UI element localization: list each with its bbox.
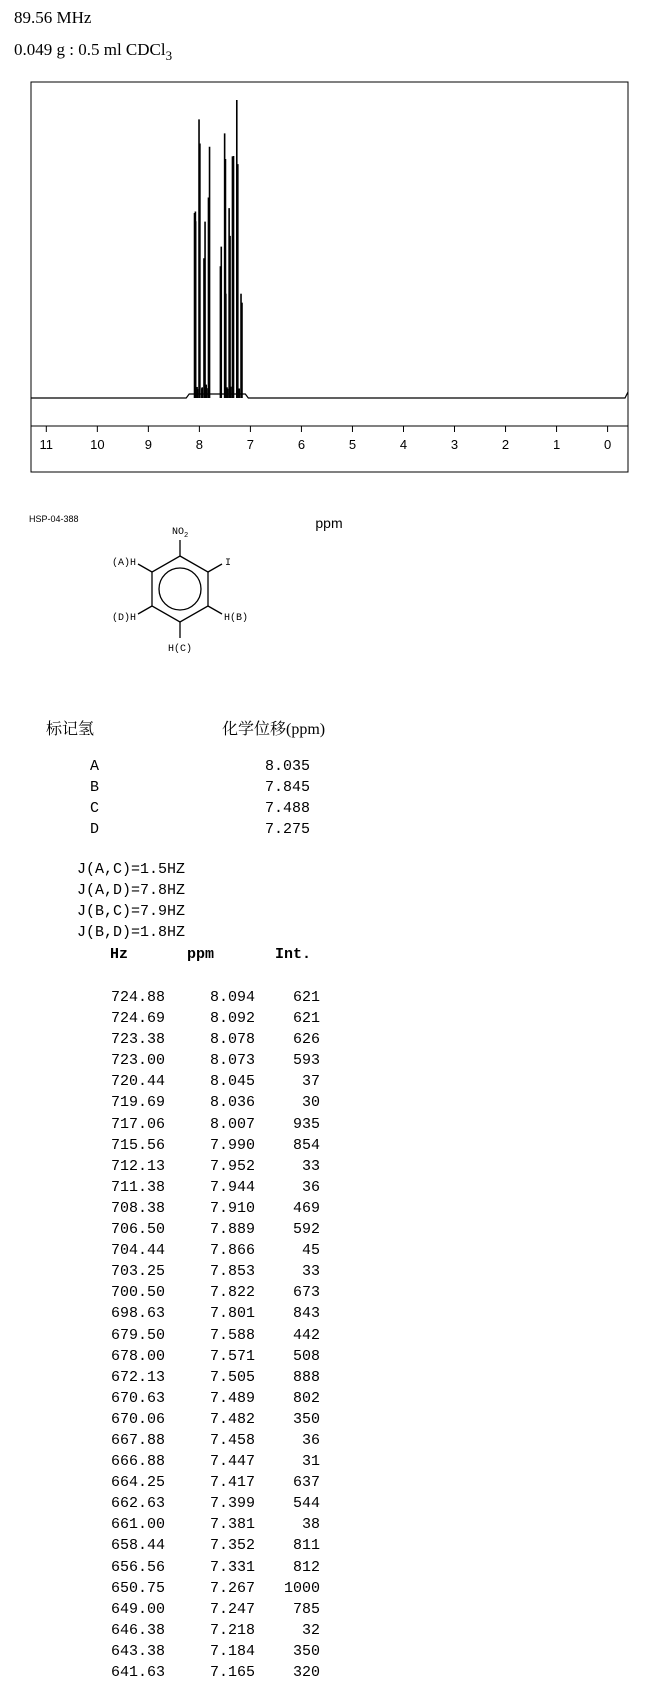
peak-intensity: 469: [292, 1199, 320, 1217]
peak-hz: 646.38: [110, 1621, 165, 1639]
peak-row: [80, 1411, 330, 1432]
peak-ppm: 7.458: [209, 1431, 255, 1449]
peak-row: [80, 1158, 330, 1179]
peak-ppm: 7.417: [209, 1474, 255, 1492]
peak-hz: 672.13: [110, 1368, 165, 1386]
peak-hz: 650.75: [110, 1579, 165, 1597]
peak-ppm: 7.853: [209, 1263, 255, 1281]
x-tick-label: 0: [603, 437, 612, 452]
peak-intensity: 45: [301, 1242, 320, 1260]
peak-intensity: 935: [292, 1115, 320, 1133]
peak-intensity: 442: [292, 1326, 320, 1344]
plot-frame: [31, 82, 628, 472]
peak-ppm: 7.331: [209, 1558, 255, 1576]
peak-lines: [195, 100, 242, 398]
peak-row: [80, 1537, 330, 1558]
peak-row: [80, 1327, 330, 1348]
peak-intensity: 30: [301, 1094, 320, 1112]
x-tick-label: 1: [552, 437, 561, 452]
sample-description: 0.049 g : 0.5 ml CDCl$_3$: [14, 40, 173, 63]
peak-row: [80, 1031, 330, 1052]
peak-ppm: 7.801: [209, 1305, 255, 1323]
header-hz: Hz: [110, 946, 129, 963]
label-iodine: I: [225, 558, 232, 569]
peak-row: [80, 1052, 330, 1073]
peak-intensity: 843: [292, 1305, 320, 1323]
peak-intensity: 802: [292, 1389, 320, 1407]
peak-intensity: 785: [292, 1600, 320, 1618]
peak-hz: 717.06: [110, 1115, 165, 1133]
peak-row: [80, 1094, 330, 1115]
peak-intensity: 888: [292, 1368, 320, 1386]
assignment-col-label: 标记氢: [46, 721, 95, 738]
peak-ppm: 7.505: [209, 1368, 255, 1386]
peak-intensity: 673: [292, 1284, 320, 1302]
peak-ppm: 7.910: [209, 1199, 255, 1217]
peak-ppm: 7.399: [209, 1495, 255, 1513]
peak-ppm: 7.352: [209, 1537, 255, 1555]
peak-ppm: 8.007: [209, 1115, 255, 1133]
peak-hz: 670.06: [110, 1410, 165, 1428]
peak-row: [80, 1622, 330, 1643]
peak-hz: 698.63: [110, 1305, 165, 1323]
x-tick-label: 4: [399, 437, 408, 452]
label-hd: (D)H: [111, 613, 136, 624]
peak-hz: 666.88: [110, 1453, 165, 1471]
peak-intensity: 508: [292, 1347, 320, 1365]
peak-hz: 678.00: [110, 1347, 165, 1365]
benzene-ring: [138, 540, 222, 638]
peak-hz: 719.69: [110, 1094, 165, 1112]
peak-intensity: 32: [301, 1621, 320, 1639]
x-axis-label: ppm: [315, 515, 343, 531]
assignment-col-shift: 化学位移(ppm): [222, 721, 326, 738]
molecule-structure: [70, 520, 300, 710]
peak-ppm: 7.822: [209, 1284, 255, 1302]
coupling-row: J(A,C)=1.5HZ: [77, 861, 186, 878]
peak-intensity: 36: [301, 1178, 320, 1196]
peak-row: [80, 1453, 330, 1474]
peak-intensity: 621: [292, 1010, 320, 1028]
peak-row: [80, 1580, 330, 1601]
peak-row: [80, 1516, 330, 1537]
peak-ppm: 8.045: [209, 1073, 255, 1091]
peak-row: [80, 1242, 330, 1263]
peak-row: [80, 1369, 330, 1390]
peak-hz: 712.13: [110, 1157, 165, 1175]
peak-row: [80, 1200, 330, 1221]
assignment-row: C 7.488: [90, 800, 310, 817]
peak-row: [80, 1432, 330, 1453]
peak-hz: 708.38: [110, 1199, 165, 1217]
peak-intensity: 33: [301, 1157, 320, 1175]
peak-row: [80, 1116, 330, 1137]
peak-intensity: 854: [292, 1136, 320, 1154]
x-tick-label: 10: [90, 437, 105, 452]
peak-ppm: 7.588: [209, 1326, 255, 1344]
x-axis-ticks: [31, 426, 628, 452]
peak-row: [80, 1390, 330, 1411]
peak-hz: 656.56: [110, 1558, 165, 1576]
peak-row: [80, 1601, 330, 1622]
peak-intensity: 621: [292, 989, 320, 1006]
peak-row: [80, 1305, 330, 1326]
x-tick-label: 7: [246, 437, 255, 452]
peak-ppm: 7.381: [209, 1516, 255, 1534]
peak-hz: 641.63: [110, 1664, 165, 1681]
peak-intensity: 811: [292, 1537, 320, 1555]
header-ppm: ppm: [187, 946, 215, 963]
assignment-row: B 7.845: [90, 779, 310, 796]
peak-hz: 700.50: [110, 1284, 165, 1302]
peak-row: [80, 1474, 330, 1495]
x-tick-label: 5: [348, 437, 357, 452]
peak-row: [80, 1348, 330, 1369]
peak-ppm: 8.078: [209, 1031, 255, 1049]
peak-ppm: 7.184: [209, 1642, 255, 1660]
peak-hz: 715.56: [110, 1136, 165, 1154]
coupling-constants: [77, 861, 185, 945]
peak-intensity: 36: [301, 1431, 320, 1449]
peak-ppm: 7.247: [209, 1600, 255, 1618]
peak-ppm: 7.267: [209, 1579, 255, 1597]
peak-row: [80, 1643, 330, 1664]
peak-ppm: 8.073: [209, 1052, 255, 1070]
peak-row: [80, 1137, 330, 1158]
peak-hz: 723.38: [110, 1031, 165, 1049]
x-tick-label: 6: [297, 437, 306, 452]
peak-hz: 667.88: [110, 1431, 165, 1449]
peak-row: [80, 1179, 330, 1200]
spectrometer-frequency: 89.56 MHz: [14, 8, 92, 27]
peak-row: [80, 1284, 330, 1305]
peak-row: [80, 1495, 330, 1516]
peak-hz: 643.38: [110, 1642, 165, 1660]
assignment-row: A 8.035: [90, 758, 310, 775]
peak-hz: 661.00: [110, 1516, 165, 1534]
x-tick-label: 8: [195, 437, 204, 452]
peak-intensity: 626: [292, 1031, 320, 1049]
peak-intensity: 812: [292, 1558, 320, 1576]
peak-table-header: [77, 946, 327, 966]
peak-hz: 679.50: [110, 1326, 165, 1344]
x-tick-label: 11: [39, 437, 54, 452]
peak-ppm: 7.489: [209, 1389, 255, 1407]
peak-intensity: 544: [292, 1495, 320, 1513]
peak-hz: 723.00: [110, 1052, 165, 1070]
label-ha: (A)H: [111, 558, 136, 569]
peak-intensity: 592: [292, 1221, 320, 1239]
peak-intensity: 33: [301, 1263, 320, 1281]
peak-intensity: 37: [301, 1073, 320, 1091]
label-hc: H(C): [167, 644, 193, 655]
peak-intensity: 31: [301, 1453, 320, 1471]
peak-hz: 704.44: [110, 1242, 165, 1260]
spectrum-code: HSP-04-388: [29, 514, 79, 524]
peak-hz: 703.25: [110, 1263, 165, 1281]
peak-row: [80, 1263, 330, 1284]
peak-intensity: 593: [292, 1052, 320, 1070]
peak-hz: 724.69: [110, 1010, 165, 1028]
peak-ppm: 7.952: [209, 1157, 255, 1175]
peak-hz: 664.25: [110, 1474, 165, 1492]
peak-row: [80, 1073, 330, 1094]
peak-ppm: 7.571: [209, 1347, 255, 1365]
peak-ppm: 8.036: [209, 1094, 255, 1112]
peak-hz: 662.63: [110, 1495, 165, 1513]
header-int: Int.: [275, 946, 312, 963]
coupling-row: J(A,D)=7.8HZ: [77, 882, 186, 899]
peak-row: [80, 1559, 330, 1580]
peak-intensity: 320: [292, 1664, 320, 1681]
peak-ppm: 7.889: [209, 1221, 255, 1239]
x-tick-label: 9: [144, 437, 152, 452]
peak-row: [80, 1664, 330, 1685]
peak-ppm: 7.218: [209, 1621, 255, 1639]
peak-ppm: 8.092: [209, 1010, 255, 1028]
peak-ppm: 7.944: [209, 1178, 255, 1196]
peak-hz: 670.63: [110, 1389, 165, 1407]
peak-ppm: 7.165: [209, 1664, 255, 1681]
assignment-row: D 7.275: [90, 821, 310, 838]
peak-table: [80, 989, 330, 1685]
peak-hz: 720.44: [110, 1073, 165, 1091]
peak-row: [80, 1010, 330, 1031]
label-hb: H(B): [224, 613, 249, 624]
peak-hz: 711.38: [110, 1178, 165, 1196]
peak-row: [80, 1221, 330, 1242]
peak-intensity: 38: [301, 1516, 320, 1534]
coupling-row: J(B,D)=1.8HZ: [77, 924, 186, 941]
peak-hz: 649.00: [110, 1600, 165, 1618]
peak-row: [80, 989, 330, 1010]
label-nitro: $NO_2$: [172, 527, 189, 540]
spectrum-baseline: [31, 392, 628, 398]
peak-hz: 706.50: [110, 1221, 165, 1239]
x-tick-label: 2: [501, 437, 510, 452]
peak-ppm: 7.866: [209, 1242, 255, 1260]
peak-intensity: 350: [292, 1410, 320, 1428]
peak-ppm: 7.482: [209, 1410, 255, 1428]
peak-ppm: 8.094: [209, 989, 255, 1006]
peak-hz: 724.88: [110, 989, 165, 1006]
peak-intensity: 637: [292, 1474, 320, 1492]
peak-hz: 658.44: [110, 1537, 165, 1555]
coupling-row: J(B,C)=7.9HZ: [77, 903, 186, 920]
peak-intensity: 350: [292, 1642, 320, 1660]
peak-ppm: 7.447: [209, 1453, 255, 1471]
x-tick-label: 3: [450, 437, 459, 452]
assignment-table: [90, 758, 310, 842]
peak-ppm: 7.990: [209, 1136, 255, 1154]
peak-intensity: 1000: [283, 1579, 320, 1597]
